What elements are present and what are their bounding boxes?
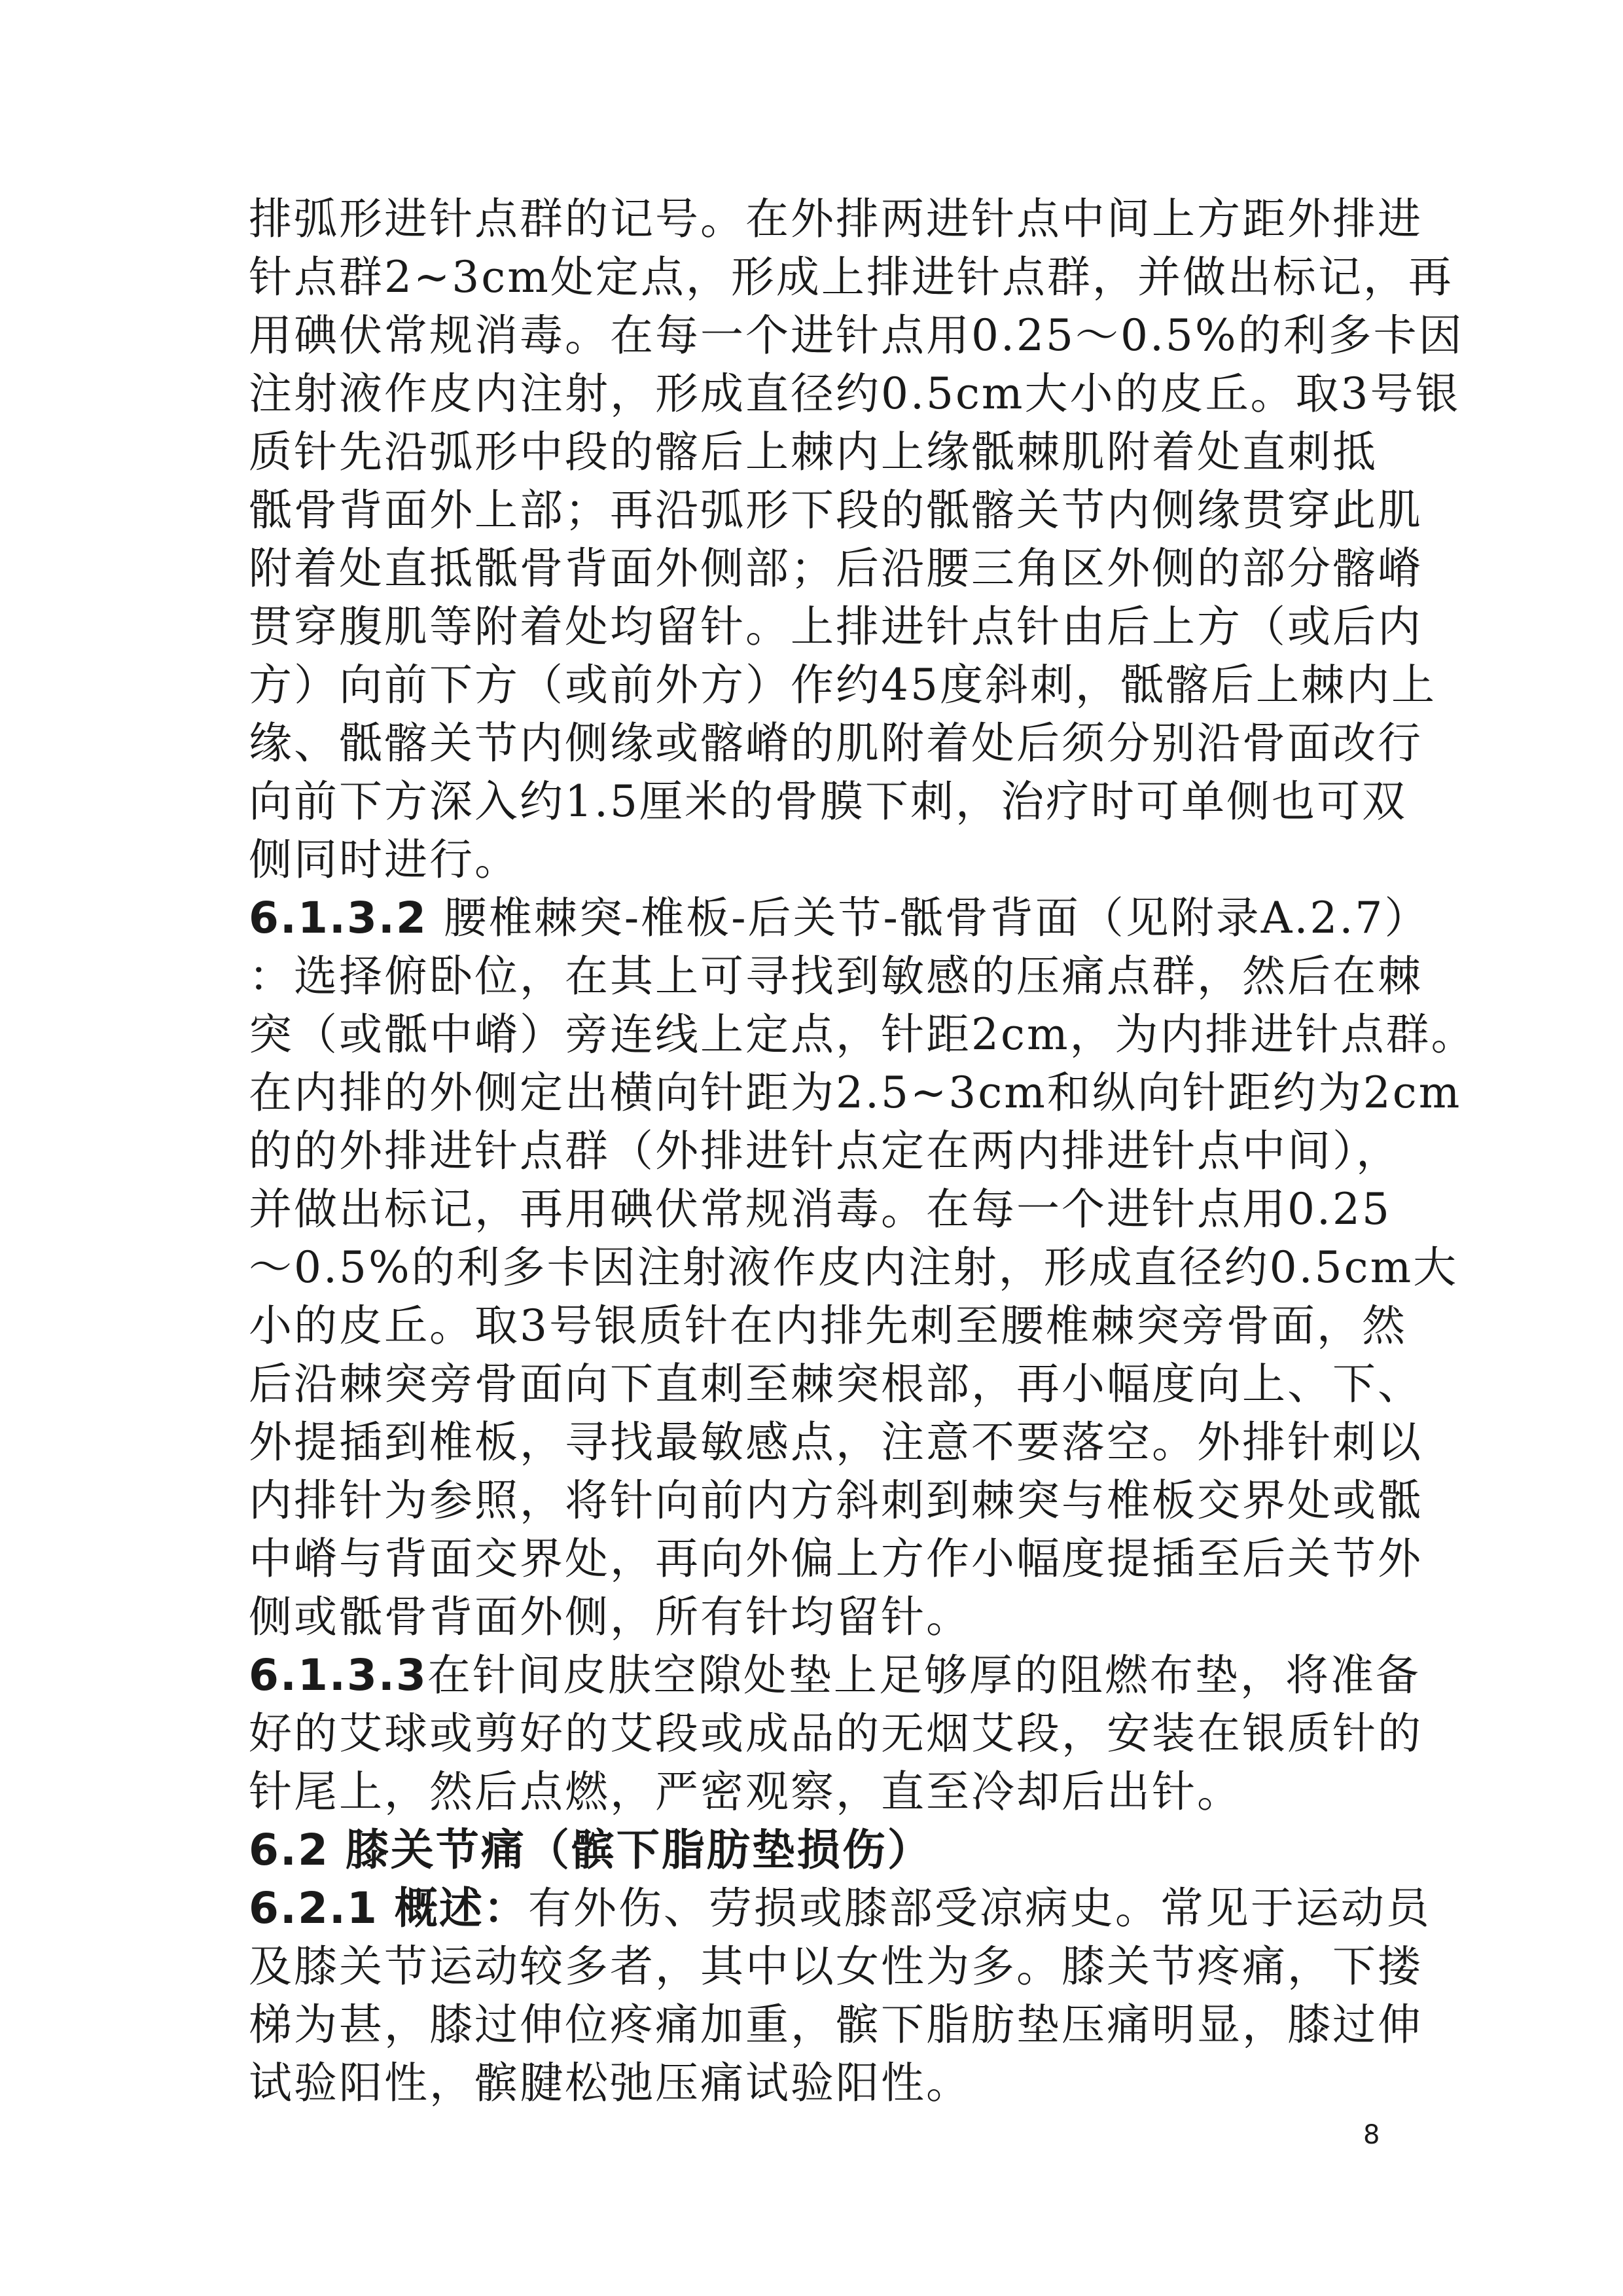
line-text: 外提插到椎板，寻找最敏感点，注意不要落空。外排针刺以 — [249, 1417, 1423, 1467]
line-text: ～0.5%的利多卡因注射液作皮内注射，形成直径约0.5cm大 — [249, 1242, 1459, 1293]
text-line — [249, 1530, 1423, 1588]
text-line — [249, 1413, 1423, 1471]
text-line — [249, 1996, 1423, 2054]
text-line — [249, 947, 1423, 1005]
line-text: 针点群2~3cm处定点，形成上排进针点群，并做出标记，再 — [249, 252, 1454, 302]
line-text: 突（或骶中嵴）旁连线上定点，针距2cm，为内排进针点群。 — [249, 1009, 1476, 1060]
line-text: ：选择俯卧位，在其上可寻找到敏感的压痛点群，然后在棘 — [249, 951, 1423, 1001]
line-text: 中嵴与背面交界处，再向外偏上方作小幅度提插至后关节外 — [249, 1534, 1423, 1584]
text-line — [249, 539, 1423, 598]
text-line — [249, 365, 1461, 423]
text-line — [249, 1005, 1476, 1064]
line-text: 在针间皮肤空隙处垫上足够厚的阻燃布垫，将准备 — [427, 1650, 1421, 1700]
page-number: 8 — [1363, 2120, 1380, 2150]
line-text: 针尾上，然后点燃，严密观察，直至冷却后出针。 — [249, 1767, 1242, 1817]
text-line — [249, 248, 1454, 306]
text-line — [249, 1238, 1459, 1297]
text-line — [249, 1471, 1423, 1530]
text-line — [249, 1355, 1423, 1413]
text-line — [249, 1646, 1421, 1704]
line-text: 有外伤、劳损或膝部受凉病史。常见于运动员 — [527, 1883, 1431, 1933]
text-line — [249, 714, 1423, 772]
text-line — [249, 1180, 1391, 1238]
text-line — [249, 190, 1423, 248]
text-line — [249, 656, 1436, 714]
text-line — [249, 481, 1423, 539]
section-number: 6.2.1 概述： — [249, 1883, 528, 1933]
text-line — [249, 1704, 1423, 1763]
text-line — [249, 423, 1387, 481]
text-line — [249, 598, 1423, 656]
text-line — [249, 831, 1387, 889]
section-number: 6.1.3.2 — [249, 893, 444, 943]
line-text: 注射液作皮内注射，形成直径约0.5cm大小的皮丘。取3号银 — [249, 368, 1461, 419]
line-text: 后沿棘突旁骨面向下直刺至棘突根部，再小幅度向上、下、 — [249, 1359, 1423, 1409]
line-text: 的的外排进针点群（外排进针点定在两内排进针点中间）， — [249, 1126, 1401, 1176]
text-line — [249, 1122, 1401, 1180]
text-line — [249, 1763, 1387, 1821]
line-text: 侧或骶骨背面外侧，所有针均留针。 — [249, 1592, 971, 1642]
line-text: 内排针为参照，将针向前内方斜刺到棘突与椎板交界处或骶 — [249, 1475, 1423, 1526]
section-number: 6.1.3.3 — [249, 1650, 427, 1700]
section-heading-line — [249, 1821, 1387, 1879]
document-body — [249, 190, 1476, 2112]
text-line — [249, 772, 1407, 831]
text-line — [249, 1879, 1431, 1937]
line-text: 试验阳性，髌腱松弛压痛试验阳性。 — [249, 2058, 971, 2108]
line-text: 及膝关节运动较多者，其中以女性为多。膝关节疼痛，下搂 — [249, 1941, 1423, 1992]
line-text: 向前下方深入约1.5厘米的骨膜下刺，治疗时可单侧也可双 — [249, 776, 1407, 827]
text-line — [249, 2054, 1387, 2112]
line-text: 腰椎棘突-椎板-后关节-骶骨背面（见附录A.2.7） — [443, 893, 1430, 943]
line-text: 小的皮丘。取3号银质针在内排先刺至腰椎棘突旁骨面，然 — [249, 1300, 1407, 1351]
text-line — [249, 1297, 1407, 1355]
line-text: 并做出标记，再用碘伏常规消毒。在每一个进针点用0.25 — [249, 1184, 1391, 1234]
line-text: 用碘伏常规消毒。在每一个进针点用0.25～0.5%的利多卡因 — [249, 310, 1464, 361]
text-line — [249, 889, 1430, 947]
line-text: 膝关节痛（髌下脂肪垫损伤） — [345, 1824, 933, 1875]
line-text: 在内排的外侧定出横向针距为2.5~3cm和纵向针距约为2cm — [249, 1067, 1462, 1118]
line-text: 缘、骶髂关节内侧缘或髂嵴的肌附着处后须分别沿骨面改行 — [249, 718, 1423, 768]
line-text: 侧同时进行。 — [249, 834, 520, 885]
line-text: 附着处直抵骶骨背面外侧部；后沿腰三角区外侧的部分髂嵴 — [249, 543, 1423, 594]
section-number: 6.2 — [249, 1825, 346, 1875]
text-line — [249, 306, 1464, 365]
line-text: 方）向前下方（或前外方）作约45度斜刺，骶髂后上棘内上 — [249, 660, 1436, 710]
line-text: 质针先沿弧形中段的髂后上棘内上缘骶棘肌附着处直刺抵 — [249, 427, 1378, 477]
line-text: 好的艾球或剪好的艾段或成品的无烟艾段，安装在银质针的 — [249, 1708, 1423, 1759]
text-line — [249, 1937, 1423, 1996]
line-text: 贯穿腹肌等附着处均留针。上排进针点针由后上方（或后内 — [249, 601, 1423, 652]
text-line — [249, 1064, 1462, 1122]
line-text: 排弧形进针点群的记号。在外排两进针点中间上方距外排进 — [249, 194, 1423, 244]
line-text: 骶骨背面外上部；再沿弧形下段的骶髂关节内侧缘贯穿此肌 — [249, 485, 1423, 535]
text-line — [249, 1588, 1387, 1646]
line-text: 梯为甚，膝过伸位疼痛加重，髌下脂肪垫压痛明显，膝过伸 — [249, 2000, 1423, 2050]
